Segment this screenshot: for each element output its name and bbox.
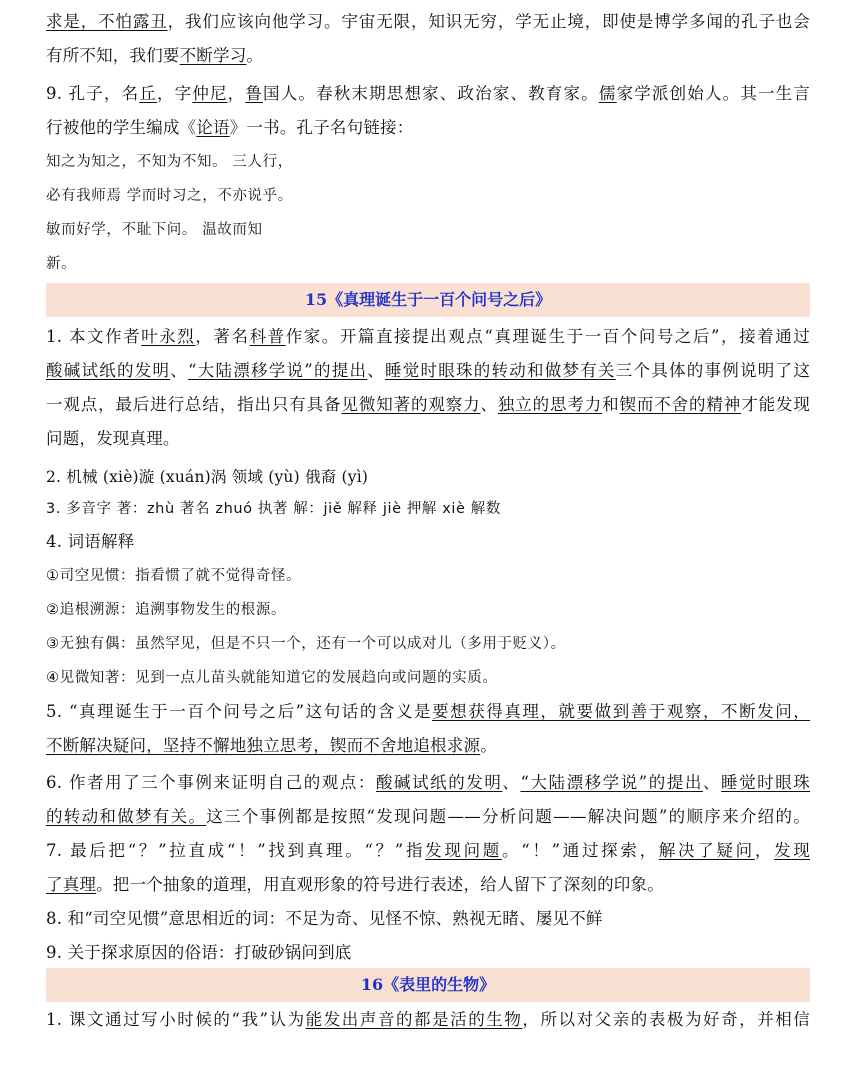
- kongzi-quote-3: 敏而好学，不耻下问。 温故而知: [46, 222, 263, 238]
- kongzi-quote-2: 必有我师焉 学而时习之，不亦说乎。: [46, 188, 293, 204]
- kongzi-line1: 9. 孔子，名丘，字仲尼，鲁国人。春秋末期思想家、政治家、教育家。儒家学派创始人。其一生言: [46, 84, 811, 103]
- s15-p1-line2: 酸碱试纸的发明、“大陆漂移学说”的提出、睡觉时眼珠的转动和做梦有关三个具体的事例说明了这: [46, 361, 811, 380]
- s15-def-4: ④见微知著：见到一点儿苗头就能知道它的发展趋向或问题的实质。: [46, 670, 498, 686]
- section-16-title: 16《表里的生物》: [46, 968, 810, 1002]
- s15-p5-line1: 5. “真理诞生于一百个问号之后”这句话的含义是要想获得真理，就要做到善于观察，不断发问，: [46, 702, 810, 721]
- kongzi-quote-4: 新。: [46, 256, 77, 272]
- s16-p1-line1: 1. 课文通过写小时候的“我”认为能发出声音的都是活的生物，所以对父亲的表极为好奇，并相信: [46, 1010, 811, 1029]
- paragraph-continuation-line1: 求是，不怕露丑，我们应该向他学习。宇宙无限，知识无穷，学无止境，即使是博学多闻的孔子也会: [46, 12, 810, 31]
- s15-p7-line2: 了真理。把一个抽象的道理，用直观形象的符号进行表述，给人留下了深刻的印象。: [46, 875, 664, 894]
- s15-p6-line1: 6. 作者用了三个事例来证明自己的观点：酸碱试纸的发明、“大陆漂移学说”的提出、睡觉时眼珠: [46, 773, 810, 792]
- s15-p9: 9. 关于探求原因的俗语：打破砂锅问到底: [46, 943, 352, 962]
- s15-p1-line4: 问题，发现真理。: [46, 429, 180, 448]
- section-15-title: 15《真理诞生于一百个问号之后》: [46, 283, 810, 317]
- kongzi-line2: 行被他的学生编成《论语》一书。孔子名句链接：: [46, 118, 414, 137]
- s15-p4-heading: 4. 词语解释: [46, 532, 135, 551]
- s15-p3-polyphonic: 3. 多音字 著：zhù 著名 zhuó 执著 解：jiě 解释 jiè 押解 xiè 解数: [46, 501, 501, 517]
- s15-p6-line2: 的转动和做梦有关。这三个事例都是按照“发现问题——分析问题——解决问题”的顺序来介绍的。: [46, 807, 810, 826]
- s15-def-3: ③无独有偶：虽然罕见，但是不只一个，还有一个可以成对儿（多用于贬义）。: [46, 636, 566, 652]
- paragraph-continuation-line2: 有所不知，我们要不断学习。: [46, 46, 264, 65]
- s15-def-1: ①司空见惯：指看惯了就不觉得奇怪。: [46, 568, 302, 584]
- s15-p8: 8. 和“司空见惯”意思相近的词：不足为奇、见怪不惊、熟视无睹、屡见不鲜: [46, 909, 603, 928]
- s15-p5-line2: 不断解决疑问，坚持不懈地独立思考，锲而不舍地追根求源。: [46, 736, 497, 755]
- s15-p7-line1: 7. 最后把“？”拉直成“！”找到真理。“？”指发现问题。“！”通过探索，解决了疑问，发现: [46, 841, 811, 860]
- s15-def-2: ②追根溯源：追溯事物发生的根源。: [46, 602, 287, 618]
- s15-p2-pinyin: 2. 机械 (xiè)漩 (xuán)涡 领域 (yù) 俄裔 (yì): [46, 468, 369, 486]
- s15-p1-line3: 一观点，最后进行总结，指出只有具备见微知著的观察力、独立的思考力和锲而不舍的精神才能发现: [46, 395, 811, 414]
- kongzi-quote-1: 知之为知之，不知为不知。 三人行，: [46, 154, 293, 170]
- s15-p1-line1: 1. 本文作者叶永烈，著名科普作家。开篇直接提出观点“真理诞生于一百个问号之后”，接着通过: [46, 327, 810, 346]
